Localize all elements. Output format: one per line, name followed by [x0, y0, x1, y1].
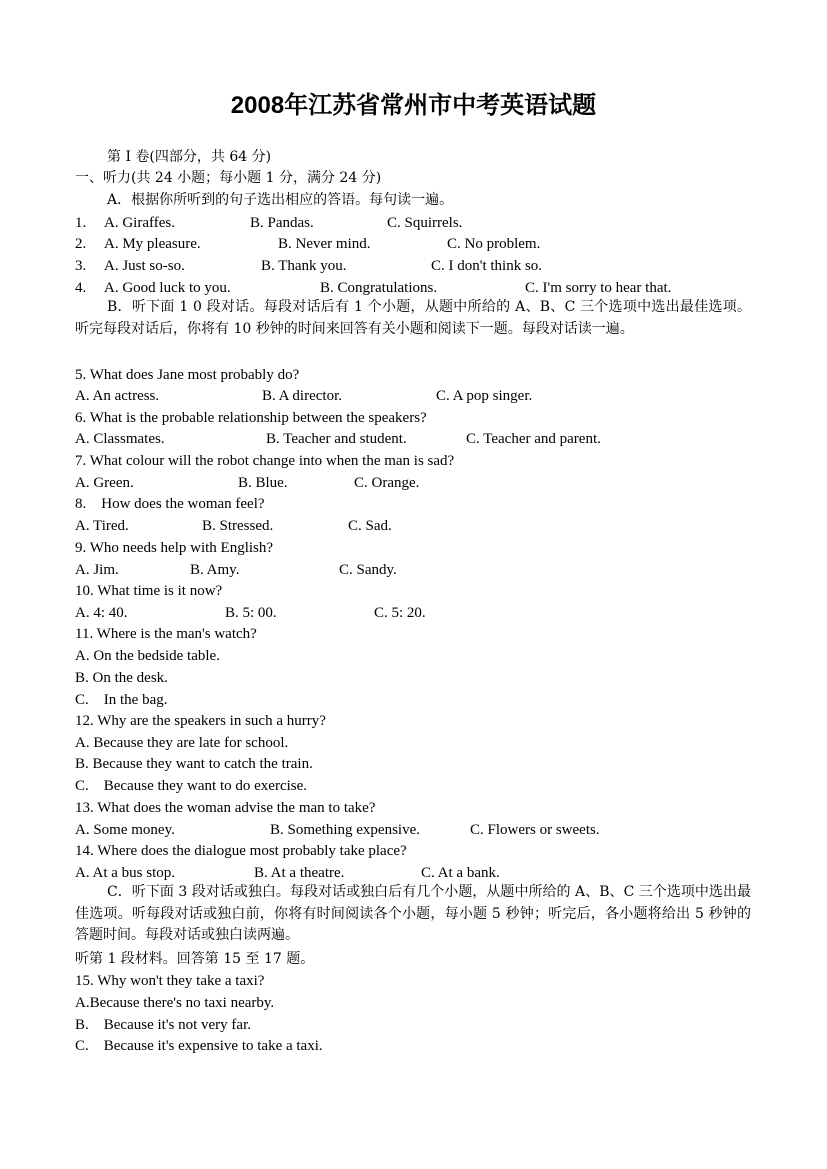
option-c: C. A pop singer.	[436, 388, 533, 404]
question-stem: 11. Where is the man's watch?	[75, 626, 257, 642]
option-a: A. On the bedside table.	[75, 648, 220, 664]
option-b: B. Because it's not very far.	[75, 1017, 251, 1033]
part-b-instruction: B．听下面 1 0 段对话。每段对话后有 1 个小题，从题中所给的 A、B、C 三个选项中选出最佳选项。听完每段对话后，你将有 10 秒钟的时间来回答有关小题和阅读下一题。每段对话读一遍。	[75, 299, 751, 337]
option-b: B. Something expensive.	[270, 822, 420, 838]
question-stem: 10. What time is it now?	[75, 583, 223, 599]
option-a: A. 4: 40.	[75, 605, 128, 621]
option-a: A. Classmates.	[75, 431, 165, 447]
option-b: B. On the desk.	[75, 670, 168, 686]
option-a: A. Giraffes.	[104, 215, 175, 231]
option-a: A. Some money.	[75, 822, 175, 838]
option-c: C. Because they want to do exercise.	[75, 778, 308, 794]
part-c-instruction: C．听下面 3 段对话或独白。每段对话或独白后有几个小题，从题中所给的 A、B、C 三个选项中选出最佳选项。听每段对话或独白前，你将有时间阅读各个小题，每小题 5 秒钟；听完后，各小题将给出 5 秒钟的答题时间。每段对话或独白读两遍。	[75, 884, 751, 943]
option-c: C. Sandy.	[339, 562, 397, 578]
option-b: B. Congratulations.	[320, 280, 438, 296]
option-c: C. Orange.	[354, 475, 420, 491]
question-stem: 14. Where does the dialogue most probably take place?	[75, 843, 407, 859]
part-a-instruction: A．根据你所听到的句子选出相应的答语。每句读一遍。	[107, 192, 454, 208]
question-number: 4.	[75, 280, 87, 296]
option-c: C. In the bag.	[75, 692, 168, 708]
option-b: B. A director.	[262, 388, 342, 404]
option-a: A. Green.	[75, 475, 134, 491]
option-b: B. Never mind.	[278, 236, 371, 252]
option-a: A. Jim.	[75, 562, 119, 578]
option-b: B. Blue.	[238, 475, 288, 491]
question-stem: 5. What does Jane most probably do?	[75, 367, 300, 383]
option-b: B. Pandas.	[250, 215, 314, 231]
option-c: C. At a bank.	[421, 865, 500, 881]
option-a: A. My pleasure.	[104, 236, 201, 252]
question-stem: 9. Who needs help with English?	[75, 540, 274, 556]
option-b: B. At a theatre.	[254, 865, 345, 881]
option-c: C. Teacher and parent.	[466, 431, 601, 447]
option-b: B. Stressed.	[202, 518, 274, 534]
question-stem: 15. Why won't they take a taxi?	[75, 973, 265, 989]
option-c: C. I don't think so.	[431, 258, 543, 274]
material-label: 听第 1 段材料。回答第 15 至 17 题。	[75, 951, 315, 967]
option-b: B. Thank you.	[261, 258, 347, 274]
option-a: A. At a bus stop.	[75, 865, 176, 881]
option-c: C. 5: 20.	[374, 605, 426, 621]
option-a: A. Tired.	[75, 518, 129, 534]
option-c: C. I'm sorry to hear that.	[525, 280, 672, 296]
option-a: A. Because they are late for school.	[75, 735, 289, 751]
option-b: B. Amy.	[190, 562, 240, 578]
option-c: C. No problem.	[447, 236, 541, 252]
option-b: B. Because they want to catch the train.	[75, 756, 313, 772]
option-a: A.Because there's no taxi nearby.	[75, 995, 275, 1011]
question-stem: 8. How does the woman feel?	[75, 496, 265, 512]
option-c: C. Because it's expensive to take a taxi.	[75, 1038, 323, 1054]
question-number: 2.	[75, 236, 87, 252]
option-a: A. Good luck to you.	[104, 280, 231, 296]
question-stem: 6. What is the probable relationship between the speakers?	[75, 410, 427, 426]
question-stem: 13. What does the woman advise the man to take?	[75, 800, 376, 816]
question-stem: 12. Why are the speakers in such a hurry?	[75, 713, 326, 729]
option-a: A. An actress.	[75, 388, 160, 404]
option-b: B. Teacher and student.	[266, 431, 407, 447]
option-a: A. Just so-so.	[104, 258, 185, 274]
option-c: C. Squirrels.	[387, 215, 463, 231]
question-number: 3.	[75, 258, 87, 274]
page-title: 2008年江苏省常州市中考英语试题	[230, 92, 597, 119]
option-c: C. Sad.	[348, 518, 392, 534]
section-heading-listening: 一、听力(共 24 小题；每小题 1 分，满分 24 分)	[75, 170, 382, 186]
question-stem: 7. What colour will the robot change into when the man is sad?	[75, 453, 455, 469]
option-c: C. Flowers or sweets.	[470, 822, 600, 838]
option-b: B. 5: 00.	[225, 605, 277, 621]
question-number: 1.	[75, 215, 87, 231]
volume-label: 第 I 卷(四部分，共 64 分)	[107, 149, 272, 165]
